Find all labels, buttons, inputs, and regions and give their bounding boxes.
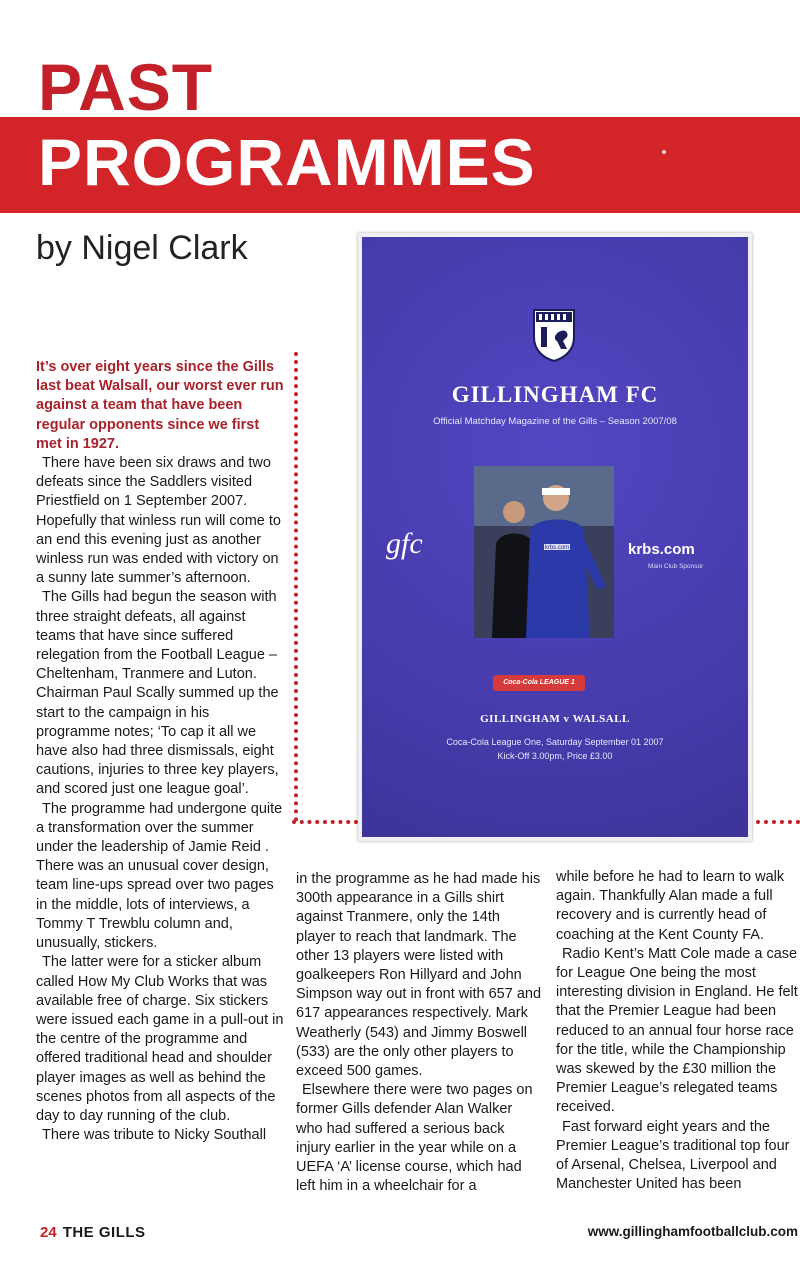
cover-fixture: GILLINGHAM v WALSALL [480,713,630,725]
paragraph: The latter were for a sticker album called How My Club Works that was available free of charge. Six stickers were issued each game in a pull-out in the centre of the programme and offered traditional head and shoulder player images as well as behind the scenes photos from all aspects of the day to day running of the club. [36,954,284,1124]
article-column-1 [36,358,284,1145]
magazine-name: THE GILLS [62,1224,146,1241]
paragraph: There have been six draws and two defeats since the Saddlers visited Priestfield on 1 September 2007. Hopefully that winless run will come to an end this evening just as another winless run was ended with victory on a sunny late summer’s afternoon. [36,455,281,587]
paragraph: The programme had undergone quite a transformation over the summer under the leadership of Jamie Reid . There was an unusual cover design, team line-ups spread over two pages in the middle, lots of interviews, a Tommy T Trewblu column and, unusually, stickers. [36,800,283,952]
gfc-monogram: gfc [386,527,423,560]
paragraph: Fast forward eight years and the Premier League’s traditional top four of Arsenal, Chelsea, Liverpool and Manchester United has been [556,1118,790,1193]
byline: by Nigel Clark [36,229,248,267]
paragraph: Radio Kent’s Matt Cole made a case for League One being the most interesting division in England. He felt that the Premier League had been reduced to an annual four horse race for the title, while the Championship was skewed by the £30 million the Premier League’s relegated teams received. [556,945,798,1116]
paragraph: The Gills had begun the season with three straight defeats, all against teams that have since suffered relegation from the Football League – Cheltenham, Tranmere and Luton. Chairman Paul Scally summed up the start to the campaign in his programme notes; ‘To cap it all we have also had three dismissals, eight cautions, injuries to three key players, and scored just one league goal’. [36,589,279,798]
article-intro: It’s over eight years since the Gills last beat Walsall, our worst ever run against a team that have been regular opponents since we first met in 1927. [36,359,284,452]
page-title-line2: PROGRAMMES [38,125,536,199]
page-title-line1: PAST [38,50,214,124]
club-website-url: www.gillinghamfootballclub.com [587,1224,798,1239]
page-number: 24 [40,1224,57,1241]
shirt-sponsor-text: krbs.com [544,545,570,551]
article-column-2 [296,870,542,1196]
paragraph: There was tribute to Nicky Southall [42,1127,267,1144]
club-crest-icon [531,307,577,363]
sponsor-caption: Main Club Sponsor [648,563,704,570]
paragraph: in the programme as he had made his 300th appearance in a Gills shirt against Tranmere, only the 14th player to reach that landmark. The other 13 players were listed with goalkeepers Ron Hillyard and John Simpson way out in front with 657 and 617 appearances respectively. Mark Weatherly (543) and Jimmy Boswell (533) are the only other players to exceed 500 games. [296,871,542,1080]
cover-club-name: GILLINGHAM FC [451,382,659,407]
page-footer-left [40,1224,146,1241]
dotted-divider-vertical [294,352,298,822]
programme-cover-image [362,237,748,837]
paragraph: Elsewhere there were two pages on former Gills defender Alan Walker who had suffered a serious back injury earlier in the year while on a UEFA ‘A’ license course, which had left him in a wheelchair for a [296,1082,533,1195]
cover-competition-date: Coca-Cola League One, Saturday September 01 2007 [446,737,664,747]
cover-kickoff-price: Kick-Off 3.00pm, Price £3.00 [497,751,613,761]
dotted-divider-horizontal-right [748,820,800,824]
paragraph: while before he had to learn to walk again. Thankfully Alan made a full recovery and is currently head of coaching at the Kent County FA. [556,869,785,943]
sponsor-name: krbs.com [628,541,695,558]
cover-player-photo [474,466,614,638]
cover-tagline: Official Matchday Magazine of the Gills – Season 2007/08 [433,416,677,427]
band-dot [662,150,666,154]
article-column-3 [556,868,798,1194]
league-badge: Coca-Cola LEAGUE 1 [493,675,585,691]
player-photo-graphic [474,466,614,638]
dotted-divider-horizontal [292,820,358,824]
